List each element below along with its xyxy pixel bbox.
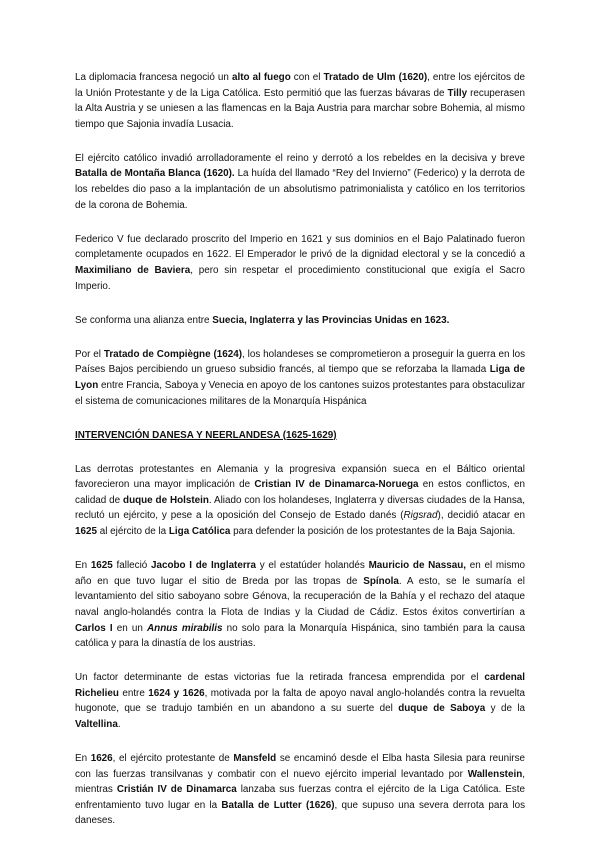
bold-text-run: Liga Católica — [168, 526, 231, 538]
body-paragraph — [75, 313, 525, 329]
text-run: en un — [112, 622, 148, 634]
body-paragraph — [75, 751, 525, 829]
bold-text-run: Carlos I — [75, 622, 113, 634]
body-paragraph — [75, 558, 525, 652]
text-run: INTERVENCIÓN DANESA Y NEERLANDESA (1625-1629) — [75, 429, 337, 441]
text-run: En — [75, 560, 91, 572]
text-run: ), decidió atacar en — [437, 510, 525, 522]
text-run: se encaminó desde el Elba hasta Silesia para reunirse con las fuerzas transilvanas y combatir con el nuevo ejército imperial levantado por — [75, 753, 526, 780]
text-run: en el mismo año en que tuvo lugar el sitio de Breda por las tropas de — [75, 560, 525, 587]
text-run: , mientras — [75, 768, 525, 796]
text-run: , que supuso una severa derrota para los daneses. — [75, 799, 526, 827]
text-run: entre — [118, 687, 149, 699]
text-run: Annus mirabilis — [147, 622, 223, 634]
body-paragraph — [75, 670, 525, 732]
text-run: no solo para la Monarquía Hispánica, sino también para la causa católica y para la dinastía de los austrias. — [75, 622, 526, 650]
text-run: . Aliado con los holandeses, Inglaterra y diversas ciudades de la Hansa, reclutó un ejército, y pese a la oposición del Consejo de Estado danés ( — [75, 494, 526, 522]
text-run: . A esto, se le sumaría el levantamiento del sitio saboyano sobre Génova, la recuperación de la Bahía y el rechazo del ataque naval anglo-holandés contra la Flota de Indias y la Ciudad de Cádiz. Estos éxitos convertirían a — [75, 575, 525, 618]
bold-text-run: Tratado de Ulm (1620) — [323, 72, 428, 83]
bold-text-run — [147, 623, 222, 634]
text-run: y el estatúder holandés — [256, 560, 369, 572]
bold-text-run: Tilly — [447, 87, 468, 99]
text-run: falleció — [112, 560, 151, 572]
text-run: con el — [290, 72, 324, 83]
body-paragraph — [75, 232, 525, 294]
bold-text-run: Cristián IV de Dinamarca — [116, 784, 237, 796]
italic-text-run: Rigsrad — [403, 510, 438, 522]
text-run: El ejército católico invadió arrolladoramente el reino y derrotó a los rebeldes en la decisiva y breve — [75, 152, 525, 164]
bold-text-run: Suecia, Inglaterra y las Provincias Unidas en 1623. — [212, 314, 450, 326]
body-paragraph — [75, 462, 525, 540]
text-run: Un factor determinante de estas victorias fue la retirada francesa emprendida por el — [75, 672, 485, 684]
bold-text-run: Maximiliano de Baviera — [75, 264, 191, 276]
text-run: Las derrotas protestantes en Alemania y la progresiva expansión sueca en el Báltico oriental favorecieron una mayor implicación de — [75, 463, 525, 491]
text-run: en estos conflictos, en calidad de — [75, 479, 525, 506]
bold-text-run: Mansfeld — [233, 753, 277, 765]
text-run: La diplomacia francesa negoció un — [75, 72, 232, 83]
text-run: al ejército de la — [96, 526, 169, 538]
text-run: Se conforma una alianza entre — [75, 314, 213, 326]
text-run: , entre los ejércitos de la Unión Protestante y de la Liga Católica. Esto permitió que las fuerzas bávaras de — [75, 72, 526, 99]
bold-text-run: duque de Holstein — [123, 494, 209, 506]
bold-text-run: Spínola — [363, 575, 399, 587]
bold-text-run: Batalla de Lutter (1626) — [221, 799, 335, 811]
bold-text-run: 1626 — [90, 753, 113, 765]
text-run: para defender la posición de los protestantes de la Baja Sajonia. — [230, 526, 516, 538]
bold-text-run: Jacobo I de Inglaterra — [150, 560, 257, 572]
body-paragraph — [75, 151, 525, 213]
bold-text-run: Cristian IV de Dinamarca-Noruega — [254, 479, 419, 491]
text-run: Por el — [75, 348, 104, 360]
bold-text-run: Tratado de Compiègne (1624) — [103, 348, 242, 360]
text-run: . — [117, 719, 121, 730]
document-body — [75, 70, 525, 829]
text-run: entre Francia, Saboya y Venecia en apoyo de los cantones suizos protestantes para obstaculizar el sistema de comunicaciones militares de la Monarquía Hispánica — [75, 379, 525, 407]
body-paragraph — [75, 70, 525, 132]
bold-text-run: 1625 — [75, 526, 97, 538]
bold-text-run: Mauricio de Nassau, — [368, 560, 467, 572]
text-run: , pero sin respetar el procedimiento constitucional que exigía el Sacro Imperio. — [75, 264, 526, 292]
bold-text-run: cardenal Richelieu — [75, 672, 525, 699]
text-run: , motivada por la falta de apoyo naval anglo-holandés contra la revuelta hugonote, que se tradujo también en un abandono a su suerte del — [75, 687, 526, 715]
bold-text-run: Wallenstein — [467, 768, 523, 780]
text-run: , el ejército protestante de — [112, 753, 234, 765]
text-run: La huída del llamado “Rey del Invierno” (Federico) y la derrota de los rebeldes dio paso a la implantación de un absolutismo patrimonialista y católico en los territorios de la corona de Bohemia. — [75, 168, 525, 211]
text-run: y de la — [485, 703, 526, 715]
text-run: , los holandeses se comprometieron a proseguir la guerra en los Países Bajos percibiendo un grueso subsidio francés, al tiempo que se reforzaba la llamada — [75, 348, 526, 376]
bold-text-run: 1625 — [90, 560, 113, 572]
bold-text-run: Liga de Lyon — [75, 364, 525, 391]
bold-text-run: Valtellina — [75, 719, 118, 730]
bold-text-run: 1624 y 1626 — [148, 687, 205, 699]
body-paragraph — [75, 347, 525, 409]
text-run: recuperasen la Alta Austria y se uniesen a las flamencas en la Baja Austria para marchar sobre Bohemia, al mismo tiempo que Sajonia invadía Lusacia. — [75, 87, 525, 130]
bold-text-run: Batalla de Montaña Blanca (1620). — [75, 168, 235, 180]
bold-text-run: duque de Saboya — [398, 703, 486, 715]
section-heading — [75, 428, 525, 444]
text-run: Federico V fue declarado proscrito del Imperio en 1621 y sus dominios en el Bajo Palatinado fueron completamente ocupados en 1622. El Emperador le privó de la dignidad electoral y se la concedió a — [75, 233, 525, 261]
text-run: lanzaba sus fuerzas contra el ejército de la Liga Católica. Este enfrentamiento tuvo lugar en la — [75, 784, 525, 811]
bold-text-run: alto al fuego — [231, 72, 291, 83]
text-run: En — [75, 753, 91, 765]
